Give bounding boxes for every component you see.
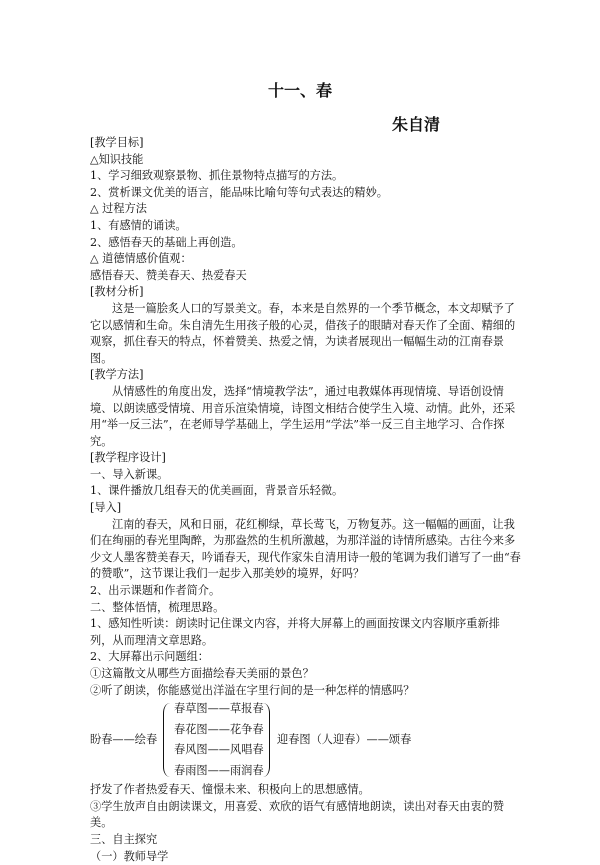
text-line: 感悟春天、赞美春天、热爱春天 bbox=[90, 268, 247, 282]
section-heading: [教学方法] bbox=[90, 368, 144, 382]
text-line: 2、大屏幕出示问题组： bbox=[90, 650, 209, 664]
subsection-heading: △ 道德情感价值观： bbox=[90, 252, 192, 266]
text-line: 2、感悟春天的基础上再创造。 bbox=[90, 235, 243, 249]
diagram-left-label: 盼春——绘春 bbox=[90, 733, 158, 747]
paragraph-listening: 1、感知性听读：朗读时记住课文内容，并将大屏幕上的画面按课文内容顺序重新排列，从而理清文章思路。 bbox=[90, 617, 500, 647]
subsection-heading: △知识技能 bbox=[90, 152, 144, 166]
right-brace bbox=[262, 703, 270, 777]
text-line: 2、赏析课文优美的语言，能品味比喻句等句式表达的精妙。 bbox=[90, 185, 388, 199]
left-brace bbox=[163, 703, 171, 777]
author-name: 朱自清 bbox=[392, 115, 441, 134]
question-line: ③学生放声自由朗读课文，用喜爱、欢欣的语气有感情地朗读，读出对春天由衷的赞美。 bbox=[90, 799, 504, 830]
text-line: 2、出示课题和作者简介。 bbox=[90, 584, 221, 598]
question-line: ②听了朗读，你能感觉出洋溢在字里行间的是一种怎样的情感吗？ bbox=[90, 683, 415, 697]
subsection-heading: （一）教师导学 bbox=[90, 849, 169, 863]
diagram-item: 春花图——花争春 bbox=[174, 722, 264, 736]
section-heading: [教学目标] bbox=[90, 136, 144, 149]
diagram-item: 春雨图——雨润春 bbox=[174, 763, 264, 777]
text-line: 1、课件播放几组春天的优美画面，背景音乐轻微。 bbox=[90, 484, 344, 498]
question-line: ①这篇散文从哪些方面描绘春天美丽的景色？ bbox=[90, 667, 314, 680]
text-line: 1、学习细致观察景物、抓住景物特点描写的方法。 bbox=[90, 169, 344, 183]
paragraph-analysis: 这是一篇脍炙人口的写景美文。春，本来是自然界的一个季节概念，本文却赋予了它以感情和生命。朱自清先生用孩子般的心灵，借孩子的眼睛对春天作了全面、精细的观察，抓住春天的特点，怀着赞美、热爱之情，为读者展现出一幅幅生动的江南春景图。 bbox=[90, 301, 516, 365]
lesson-body bbox=[90, 135, 522, 865]
diagram-item: 春风图——风唱春 bbox=[174, 743, 264, 757]
section-heading: [教学程序设计] bbox=[90, 451, 166, 465]
structure-diagram bbox=[90, 699, 522, 782]
text-line: 二、整体悟情，梳理思路。 bbox=[90, 600, 225, 614]
text-line: 1、有感情的诵读。 bbox=[90, 218, 187, 232]
diagram-item: 春草图——草报春 bbox=[174, 702, 264, 716]
paragraph-intro: 江南的春天，风和日丽，花红柳绿，草长莺飞，万物复苏。这一幅幅的画面，让我们在绚丽的春光里陶醉，为那盎然的生机所激越，为那洋溢的诗情所感染。古往今来多少文人墨客赞美春天，吟诵春天，现代作家朱自清用诗一般的笔调为我们谱写了一曲“春的赞歌”，这节课让我们一起步入那美妙的境界，好吗？ bbox=[90, 517, 521, 581]
diagram-items bbox=[174, 699, 264, 781]
text-line: 一、导入新课。 bbox=[90, 467, 169, 481]
text-line: 抒发了作者热爱春天、憧憬未来、积极向上的思想感情。 bbox=[90, 783, 370, 797]
section-heading: 三、自主探究 bbox=[90, 832, 158, 846]
subsection-heading: △ 过程方法 bbox=[90, 202, 147, 216]
section-heading: [教材分析] bbox=[90, 285, 144, 299]
section-heading: [导入] bbox=[90, 501, 122, 515]
lesson-title: 十一、春 bbox=[267, 81, 332, 100]
diagram-right-label: 迎春图（人迎春）——颂春 bbox=[277, 733, 412, 747]
paragraph-method: 从情感性的角度出发，选择“情境教学法”，通过电教媒体再现情境、导语创设情境、以朗读感受情境、用音乐渲染情境，诗图文相结合使学生入境、动情。此外，还采用“举一反三法”，在老师导学基础上，学生运用“学法”举一反三自主地学习、合作探究。 bbox=[90, 384, 516, 448]
